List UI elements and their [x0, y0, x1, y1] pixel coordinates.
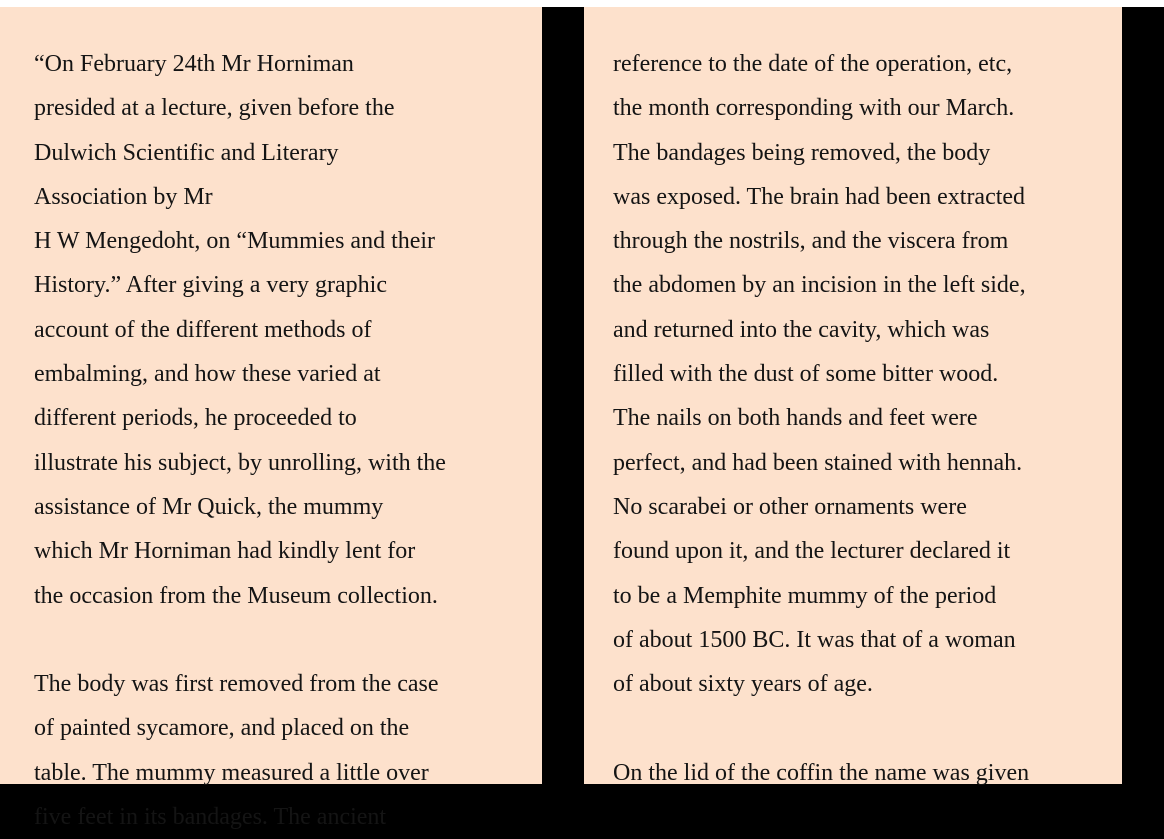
- text-line: different periods, he proceeded to: [34, 405, 357, 432]
- text-line: On the lid of the coffin the name was given: [613, 759, 1030, 786]
- paragraph: [613, 42, 1122, 706]
- text-line: Association by Mr: [34, 183, 213, 210]
- text-line: table. The mummy measured a little over: [34, 759, 429, 786]
- text-line: The nails on both hands and feet were: [613, 405, 978, 432]
- right-text-column: [584, 7, 1122, 784]
- text-line: of about 1500 BC. It was that of a woman: [613, 626, 1016, 653]
- paragraph: [34, 42, 542, 618]
- text-line: assistance of Mr Quick, the mummy: [34, 493, 384, 520]
- text-line: five feet in its bandages. The ancient: [34, 804, 387, 831]
- text-line: of about sixty years of age.: [613, 671, 873, 698]
- text-line: and returned into the cavity, which was: [613, 316, 990, 343]
- text-line: was exposed. The brain had been extracted: [613, 183, 1026, 210]
- text-line: the abdomen by an incision in the left side,: [613, 272, 1026, 299]
- text-line: to be a Memphite mummy of the period: [613, 582, 997, 609]
- text-line: account of the different methods of: [34, 316, 372, 343]
- text-line: No scarabei or other ornaments were: [613, 493, 967, 520]
- paragraph: [34, 662, 542, 839]
- left-text-column: [0, 7, 542, 831]
- text-line: of painted sycamore, and placed on the: [34, 715, 410, 742]
- paragraph-gap: [613, 706, 1122, 750]
- text-line: perfect, and had been stained with hennah.: [613, 449, 1023, 476]
- text-line: The body was first removed from the case: [34, 671, 439, 698]
- text-line: illustrate his subject, by unrolling, with the: [34, 449, 446, 476]
- text-line: which Mr Horniman had kindly lent for: [34, 538, 416, 565]
- paragraph: [613, 751, 1122, 795]
- text-line: the occasion from the Museum collection.: [34, 582, 438, 609]
- text-line: reference to the date of the operation, etc,: [613, 51, 1013, 77]
- text-line: embalming, and how these varied at: [34, 361, 381, 388]
- top-border: [0, 0, 1164, 7]
- text-line: found upon it, and the lecturer declared it: [613, 538, 1011, 565]
- text-line: H W Mengedoht, on “Mummies and their: [34, 228, 436, 255]
- text-line: presided at a lecture, given before the: [34, 95, 395, 122]
- paragraph-gap: [34, 618, 542, 662]
- text-line: “On February 24th Mr Horniman: [34, 51, 354, 77]
- text-line: the month corresponding with our March.: [613, 95, 1015, 122]
- text-line: filled with the dust of some bitter wood.: [613, 361, 999, 388]
- text-line: through the nostrils, and the viscera from: [613, 228, 1009, 255]
- text-line: The bandages being removed, the body: [613, 139, 991, 166]
- text-line: History.” After giving a very graphic: [34, 272, 388, 299]
- text-line: Dulwich Scientific and Literary: [34, 139, 339, 166]
